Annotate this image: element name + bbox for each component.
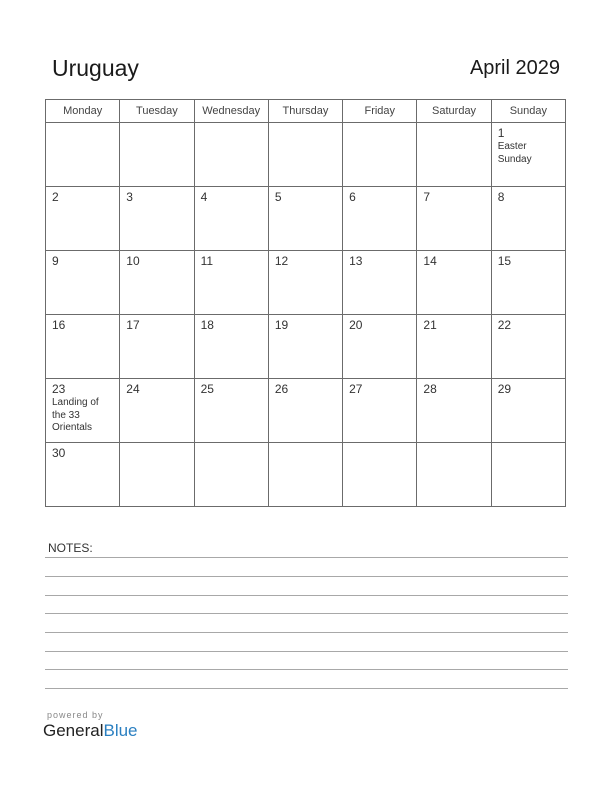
week-row — [46, 443, 566, 507]
day-number: 15 — [497, 254, 512, 268]
day-cell — [343, 187, 417, 251]
week-row — [46, 123, 566, 187]
day-number: 19 — [274, 318, 289, 332]
day-cell — [343, 315, 417, 379]
day-cell — [120, 315, 194, 379]
day-cell — [46, 187, 120, 251]
day-number: 17 — [126, 318, 140, 332]
weekday-header: Wednesday — [194, 100, 268, 123]
day-cell — [46, 123, 120, 187]
notes-line — [45, 669, 568, 670]
day-cell — [268, 251, 342, 315]
day-cell — [491, 379, 565, 443]
day-number: 12 — [274, 254, 289, 268]
day-number: 28 — [423, 382, 437, 396]
weekday-header: Tuesday — [120, 100, 194, 123]
day-cell — [46, 379, 120, 443]
day-cell — [417, 123, 491, 187]
weekday-header: Thursday — [268, 100, 342, 123]
calendar-grid — [45, 99, 566, 507]
day-cell — [268, 443, 342, 507]
day-number: 14 — [423, 254, 437, 268]
day-cell — [417, 315, 491, 379]
day-cell — [417, 379, 491, 443]
brand-general-text: General — [43, 721, 104, 740]
week-row — [46, 251, 566, 315]
weekday-header: Sunday — [491, 100, 565, 123]
day-number: 21 — [423, 318, 437, 332]
notes-line — [45, 613, 568, 614]
day-cell — [417, 187, 491, 251]
day-number: 22 — [497, 318, 512, 332]
notes-line — [45, 557, 568, 558]
notes-line — [45, 632, 568, 633]
day-cell — [120, 379, 194, 443]
day-number: 5 — [274, 190, 282, 204]
day-number: 1 — [497, 126, 505, 140]
generalblue-logo[interactable] — [43, 721, 138, 741]
day-number: 13 — [349, 254, 363, 268]
day-number: 27 — [349, 382, 363, 396]
day-cell — [194, 315, 268, 379]
brand-blue-text: Blue — [103, 721, 138, 740]
day-cell — [343, 251, 417, 315]
day-cell — [268, 315, 342, 379]
day-number: 18 — [200, 318, 214, 332]
day-number: 10 — [126, 254, 140, 268]
notes-line — [45, 651, 568, 652]
weekday-header-row — [46, 100, 566, 123]
day-number: 23 — [52, 382, 66, 396]
day-cell — [194, 251, 268, 315]
day-number: 9 — [52, 254, 59, 268]
day-number: 16 — [52, 318, 66, 332]
weekday-header: Saturday — [417, 100, 491, 123]
day-number: 3 — [126, 190, 133, 204]
day-number: 30 — [52, 446, 66, 460]
week-row — [46, 379, 566, 443]
day-number: 7 — [423, 190, 431, 204]
day-cell — [194, 123, 268, 187]
day-cell — [46, 443, 120, 507]
day-cell — [120, 123, 194, 187]
day-cell — [417, 443, 491, 507]
day-cell — [268, 187, 342, 251]
notes-label: NOTES: — [48, 541, 93, 555]
weekday-header: Monday — [46, 100, 120, 123]
day-number: 8 — [497, 190, 505, 204]
day-cell — [491, 187, 565, 251]
day-number: 4 — [200, 190, 208, 204]
holiday-label: Landing of the 33 Orientals — [52, 397, 99, 433]
day-cell — [491, 443, 565, 507]
day-cell — [120, 251, 194, 315]
week-row — [46, 187, 566, 251]
day-cell — [46, 315, 120, 379]
day-number: 25 — [200, 382, 214, 396]
holiday-label: Easter Sunday — [497, 141, 532, 165]
day-cell — [343, 443, 417, 507]
day-number: 24 — [126, 382, 140, 396]
day-number: 29 — [497, 382, 512, 396]
day-cell — [120, 443, 194, 507]
month-year-title: April 2029 — [469, 57, 560, 79]
notes-line — [45, 688, 568, 689]
week-row — [46, 315, 566, 379]
day-cell — [194, 379, 268, 443]
country-title: Uruguay — [52, 55, 139, 81]
day-cell — [268, 379, 342, 443]
day-cell — [491, 251, 565, 315]
day-cell — [417, 251, 491, 315]
day-cell — [343, 379, 417, 443]
notes-line — [45, 576, 568, 577]
day-cell — [343, 123, 417, 187]
day-number: 6 — [349, 190, 356, 204]
day-cell — [491, 315, 565, 379]
day-cell — [268, 123, 342, 187]
day-cell — [194, 443, 268, 507]
day-number: 11 — [200, 254, 214, 268]
weekday-header: Friday — [343, 100, 417, 123]
day-cell — [194, 187, 268, 251]
day-cell — [491, 123, 565, 187]
day-cell — [46, 251, 120, 315]
day-cell — [120, 187, 194, 251]
day-number: 2 — [52, 190, 59, 204]
notes-line — [45, 595, 568, 596]
day-number: 20 — [349, 318, 363, 332]
powered-by-text: powered by — [47, 710, 104, 720]
day-number: 26 — [274, 382, 289, 396]
